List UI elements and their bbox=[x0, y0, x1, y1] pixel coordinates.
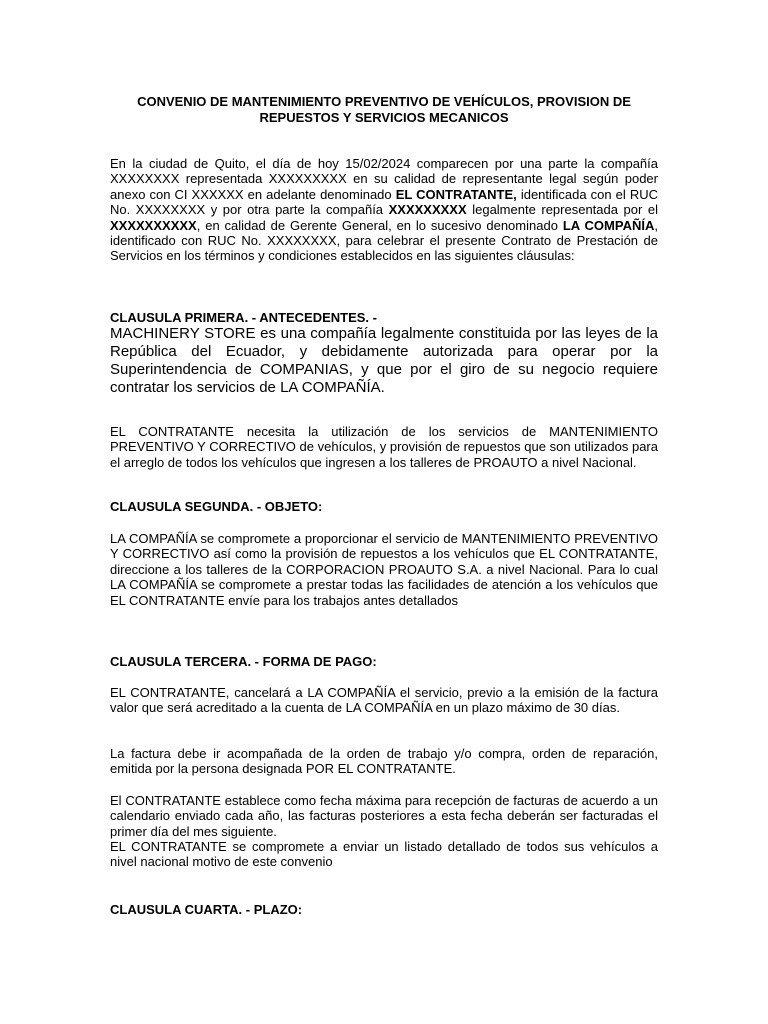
intro-text-e: , en calidad de Gerente General, en lo sucesivo denominado bbox=[196, 217, 563, 233]
intro-text-d: legalmente representada por el bbox=[466, 202, 659, 218]
clause1-heading: CLAUSULA PRIMERA. - ANTECEDENTES. - bbox=[110, 310, 377, 325]
clause1-paragraph-1: MACHINERY STORE es una compañía legalmente constituida por las leyes de la República del Ecuador, y debidamente autorizada para operar por la Superintendencia de COMPANIAS, y que por el giro de su negocio requiere contratar los servicios de LA COMPAÑÍA. bbox=[110, 325, 658, 396]
clause3-heading: CLAUSULA TERCERA. - FORMA DE PAGO: bbox=[110, 654, 377, 669]
intro-bold-la-compania: LA COMPAÑÍA bbox=[562, 217, 655, 233]
intro-paragraph bbox=[110, 156, 658, 264]
clause2-paragraph-1: LA COMPAÑÍA se compromete a proporcionar el servicio de MANTENIMIENTO PREVENTIVO Y CORRECTIVO así como la provisión de repuestos a los vehículos que EL CONTRATANTE, direccione a los talleres de la CORPORACION PROAUTO S.A. a nivel Nacional. Para lo cual LA COMPAÑÍA se compromete a prestar todas las facilidades de atención a los vehículos que EL CONTRATANTE envíe para los trabajos antes detallados bbox=[110, 531, 658, 608]
clause2-heading: CLAUSULA SEGUNDA. - OBJETO: bbox=[110, 499, 323, 514]
clause1-paragraph-2: EL CONTRATANTE necesita la utilización de los servicios de MANTENIMIENTO PREVENTIVO Y CORRECTIVO de vehículos, y provisión de repuestos que son utilizados para el arreglo de todos los vehículos que ingresen a los talleres de PROAUTO a nivel Nacional. bbox=[110, 424, 658, 470]
clause3-paragraph-4: EL CONTRATANTE se compromete a enviar un listado detallado de todos sus vehículos a nivel nacional motivo de este convenio bbox=[110, 839, 658, 870]
intro-text-a: En la ciudad de Quito, el día de hoy 15/02/2024 comparecen por una parte la compañía XXXXXXXX representada XXXXXXXXX en su calidad de representante legal según poder anexo con CI XXXXXX en adelante denominado bbox=[110, 156, 658, 202]
clause4-heading: CLAUSULA CUARTA. - PLAZO: bbox=[110, 902, 303, 917]
intro-bold-representative: XXXXXXXXXX bbox=[110, 217, 197, 233]
clause3-paragraph-1: EL CONTRATANTE, cancelará a LA COMPAÑÍA el servicio, previo a la emisión de la factura valor que será acreditado a la cuenta de LA COMPAÑÍA en un plazo máximo de 30 días. bbox=[110, 685, 658, 716]
intro-text-c: identificada con el RUC No. XXXXXXXX y por otra parte la compañía bbox=[110, 186, 658, 218]
document-title: CONVENIO DE MANTENIMIENTO PREVENTIVO DE VEHÍCULOS, PROVISION DE REPUESTOS Y SERVICIOS MECANICOS bbox=[137, 94, 631, 125]
clause3-paragraph-2: La factura debe ir acompañada de la orden de trabajo y/o compra, orden de reparación, emitida por la persona designada POR EL CONTRATANTE. bbox=[110, 746, 658, 777]
intro-bold-company: XXXXXXXXX bbox=[388, 202, 467, 218]
intro-text-f: , identificado con RUC No. XXXXXXXX, para celebrar el presente Contrato de Prestación de Servicios en los términos y condiciones establecidos en las siguientes cláusulas: bbox=[110, 217, 658, 264]
clause3-paragraph-3: El CONTRATANTE establece como fecha máxima para recepción de facturas de acuerdo a un calendario enviado cada año, las facturas posteriores a esta fecha deberán ser facturadas el primer día del mes siguiente. bbox=[110, 793, 658, 839]
intro-bold-contratante: EL CONTRATANTE, bbox=[395, 186, 517, 202]
